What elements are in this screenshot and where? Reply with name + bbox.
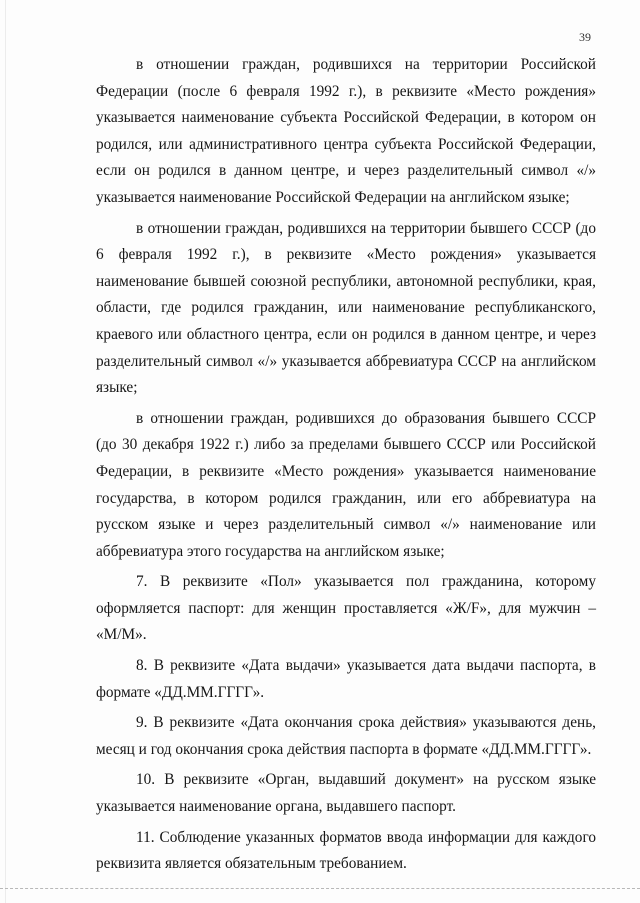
document-body (96, 52, 596, 882)
paragraph-8-issue-date: 8. В реквизите «Дата выдачи» указывается дата выдачи паспорта, в формате «ДД.ММ.ГГГГ». (96, 657, 596, 701)
paragraph-ussr-birthplace: в отношении граждан, родившихся на территории бывшего СССР (до 6 февраля 1992 г.), в реквизите «Место рождения» указывается наименование бывшей союзной республики, автономной республики, края, области, где родился гражданин, или наименование республиканского, краевого или областного центра, если он родился в данном центре, и через разделительный символ «/» указывается аббревиатура СССР на английском языке; (96, 219, 596, 397)
paragraph-russian-federation-birthplace: в отношении граждан, родившихся на территории Российской Федерации (после 6 февраля 1992 г.), в реквизите «Место рождения» указывается наименование субъекта Российской Федерации, в котором он родился, или административного центра субъекта Российской Федерации, если он родился в данном центре, и через разделительный символ «/» указывается наименование Российской Федерации на английском языке; (96, 56, 596, 206)
scan-bottom-edge (0, 888, 640, 889)
paragraph-7-sex: 7. В реквизите «Пол» указывается пол гражданина, которому оформляется паспорт: для женщин проставляется «Ж/F», для мужчин – «М/M». (96, 573, 596, 644)
paragraph-11-format-requirement: 11. Соблюдение указанных форматов ввода информации для каждого реквизита является обязательным требованием. (96, 828, 596, 873)
page-number: 39 (579, 30, 591, 44)
paragraph-pre-ussr-birthplace: в отношении граждан, родившихся до образования бывшего СССР (до 30 декабря 1922 г.) либо за пределами бывшего СССР или Российской Федерации, в реквизите «Место рождения» указывается наименование государства, в котором родился гражданин, или его аббревиатура на русском языке и через разделительный символ «/» наименование или аббревиатура этого государства на английском языке; (96, 409, 596, 560)
paragraph-9-expiry-date: 9. В реквизите «Дата окончания срока действия» указываются день, месяц и год окончания срока действия паспорта в формате «ДД.ММ.ГГГГ». (96, 714, 596, 758)
paragraph-10-issuing-authority: 10. В реквизите «Орган, выдавший документ» на русском языке указывается наименование органа, выдавшего паспорт. (96, 771, 596, 816)
scan-edge-line (5, 0, 6, 903)
